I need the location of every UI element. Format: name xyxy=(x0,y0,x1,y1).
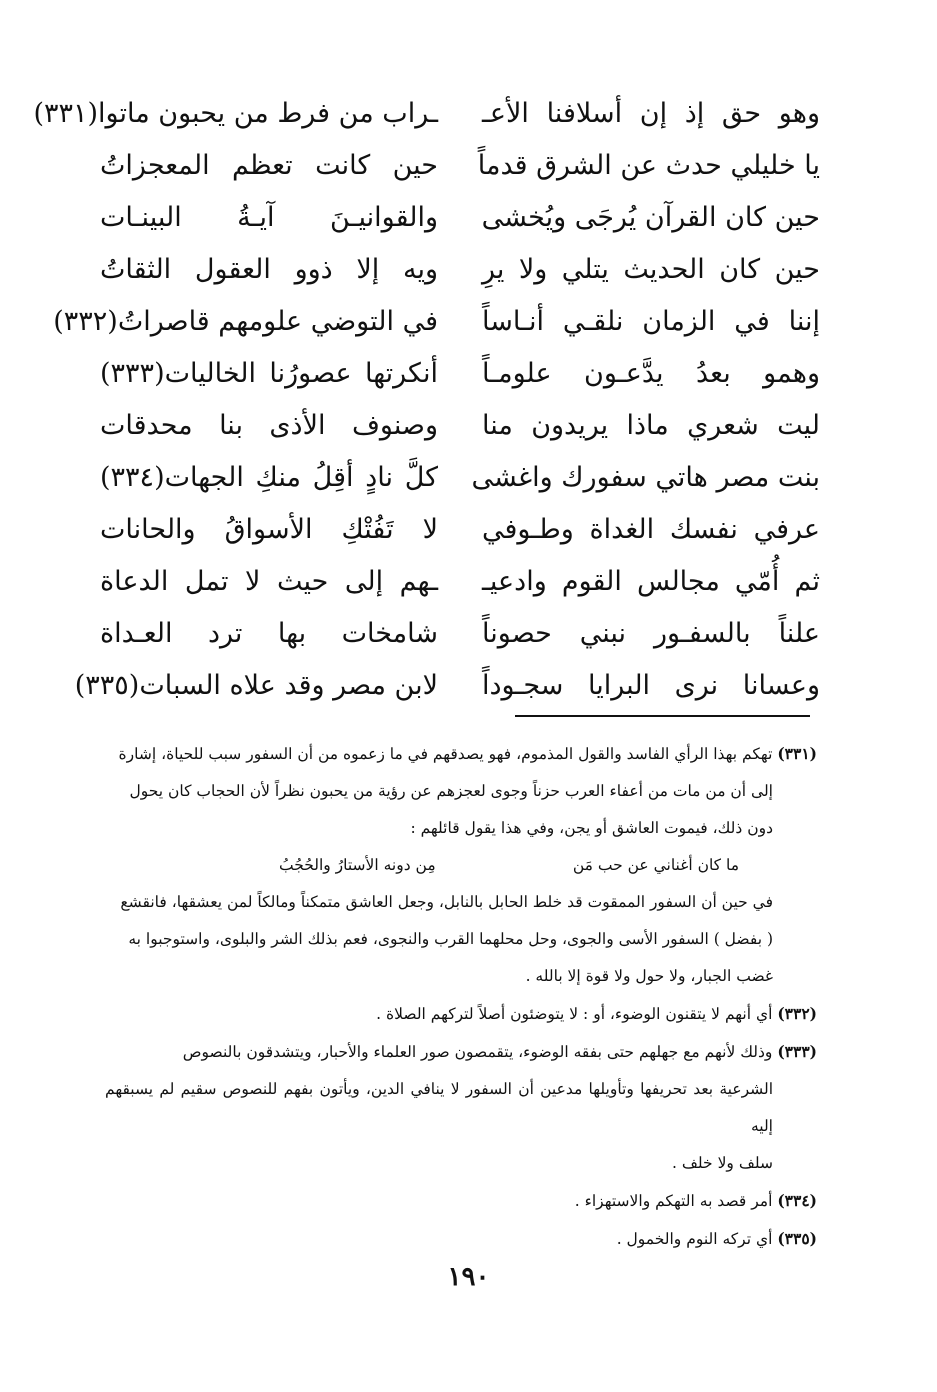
verse-2-second-hemistich: حين كانت تعظم المعجزاتُ xyxy=(100,150,438,181)
verse-9-first-hemistich: عرفي نفسك الغداة وطـوفي xyxy=(482,514,820,545)
footnote-333-line-2: الشرعية بعد تحريفها وتأويلها مدعين أن السفور لا ينافي الدين، ويأتون بفهم للنصوص سقيم لم يسبقهم إليه xyxy=(105,1080,773,1135)
verse-4-first-hemistich: حين كان الحديث يتلي ولا يرِ xyxy=(482,254,820,285)
footnote-333 xyxy=(105,1033,817,1182)
verse-7-first-hemistich: ليت شعري ماذا يريدون منا xyxy=(482,410,820,441)
verse-11-second-hemistich: شامخات بها ترد العـداة xyxy=(100,618,438,649)
footnote-335-number: (٣٣٥) xyxy=(777,1229,817,1248)
verse-8 xyxy=(100,452,820,504)
footnotes xyxy=(105,735,817,1258)
verse-1-first-hemistich: وهو حق إذ إن أسلافنا الأعـ xyxy=(482,98,820,129)
verse-12-first-hemistich: وعسانا نرى البرايا سجـوداً xyxy=(482,670,820,701)
verse-2 xyxy=(100,140,820,192)
verse-1-second-hemistich: ـراب من فرط من يحبون ماتوا(٣٣١) xyxy=(33,98,438,129)
footnote-331-text-1: تهكم بهذا الرأي الفاسد والقول المذموم، فهو يصدقهم في ما زعموه من أن السفور سبب للحياة، إشارة xyxy=(118,745,773,763)
footnote-331-line-4: في حين أن السفور الممقوت قد خلط الحابل بالنابل، وجعل العاشق متمكناً ومالكاً لمن يعشقها، فانقشع xyxy=(120,893,773,911)
footnote-331-line-6: غضب الجبار، ولا حول ولا قوة إلا بالله . xyxy=(525,967,773,985)
quoted-verse-second-hemistich: مِن دونه الأستارُ والحُجُبُ xyxy=(279,856,436,874)
page-number: ١٩٠ xyxy=(447,1262,490,1292)
verse-10-second-hemistich: ـهم إلى حيث لا تمل الدعاة xyxy=(100,566,438,597)
quoted-verse-first-hemistich: ما كان أغناني عن حب مَن xyxy=(572,856,739,874)
footnote-332-text: أي أنهم لا يتقنون الوضوء، أو : لا يتوضئون أصلاً لتركهم الصلاة . xyxy=(376,1005,773,1023)
verse-9-second-hemistich: لا تَفُتْكِ الأسواقُ والحانات xyxy=(100,514,438,545)
footnote-separator xyxy=(515,715,810,717)
footnote-333-text-1: وذلك لأنهم مع جهلهم حتى بفقه الوضوء، يتقمصون صور العلماء والأحبار، ويتشدقون بالنصوص xyxy=(182,1043,773,1061)
footnote-331-line-2: إلى أن من مات من أعفاء العرب حزناً وجوى لعجزهم عن رؤية من يحبون نظراً لأن الحجاب كان يحول xyxy=(129,782,773,800)
verse-4-second-hemistich: ويه إلا ذوو العقول الثقاتُ xyxy=(100,254,438,285)
footnote-335 xyxy=(105,1220,817,1258)
verse-7 xyxy=(100,400,820,452)
footnote-331-line-1 xyxy=(105,735,817,773)
verse-12 xyxy=(74,660,820,712)
footnote-331-line-3: دون ذلك، فيموت العاشق أو يجن، وفي هذا يقول قائلهم : xyxy=(410,819,773,837)
verse-8-first-hemistich: بنت مصر هاتي سفورك واغشى xyxy=(471,462,820,493)
footnote-331-number: (٣٣١) xyxy=(777,744,817,763)
verse-1 xyxy=(33,88,820,140)
verse-5-first-hemistich: إننا في الزمان نلقـي أنـاساً xyxy=(482,306,820,337)
verse-6 xyxy=(100,348,820,400)
footnote-331-line-5: ( بفضل ) السفور الأسى والجوى، وحل محلهما القرب والنجوى، فعم بذلك الشر والبلوى، واستوجبوا به xyxy=(128,930,773,948)
footnote-333-line-1 xyxy=(105,1033,817,1071)
verse-4 xyxy=(100,244,820,296)
footnote-333-number: (٣٣٣) xyxy=(777,1042,817,1061)
footnote-335-text: أي تركه النوم والخمول . xyxy=(616,1230,773,1248)
verse-3 xyxy=(100,192,820,244)
verse-8-second-hemistich: كلَّ نادٍ أقِلُ منكِ الجهات(٣٣٤) xyxy=(100,462,438,493)
verse-5-second-hemistich: في التوضي علومهم قاصراتُ(٣٣٢) xyxy=(53,306,438,337)
footnote-334-text: أمر قصد به التهكم والاستهزاء . xyxy=(574,1192,773,1210)
footnote-333-line-3: سلف ولا خلف . xyxy=(672,1154,773,1172)
verse-9 xyxy=(100,504,820,556)
verse-3-second-hemistich: والقوانيـنَ آيـةُ البينـات xyxy=(100,202,438,233)
footnote-334-number: (٣٣٤) xyxy=(777,1191,817,1210)
verse-12-second-hemistich: لابن مصر وقد علاه السبات(٣٣٥) xyxy=(74,670,438,701)
footnote-332-number: (٣٣٢) xyxy=(777,1004,817,1023)
verse-7-second-hemistich: وصنوف الأذى بنا محدقات xyxy=(100,410,438,441)
verse-5 xyxy=(53,296,820,348)
verse-2-first-hemistich: يا خليلي حدث عن الشرق قدماً xyxy=(477,150,820,181)
footnote-331 xyxy=(105,735,817,995)
verse-6-first-hemistich: وهمو بعدُ يدَّعـون علومـاً xyxy=(482,358,820,389)
verse-10 xyxy=(100,556,820,608)
poem xyxy=(33,88,820,708)
footnote-334 xyxy=(105,1182,817,1220)
verse-10-first-hemistich: ثم أُمّي مجالس القوم وادعيـ xyxy=(482,566,820,597)
verse-11 xyxy=(100,608,820,660)
verse-3-first-hemistich: حين كان القرآن يُرجَى ويُخشى xyxy=(481,202,820,233)
footnote-331-quoted-verse xyxy=(279,847,739,884)
footnote-332 xyxy=(105,995,817,1033)
verse-11-first-hemistich: علناً بالسفـور نبني حصوناً xyxy=(482,618,820,649)
verse-6-second-hemistich: أنكرتها عصورُنا الخاليات(٣٣٣) xyxy=(100,358,438,389)
